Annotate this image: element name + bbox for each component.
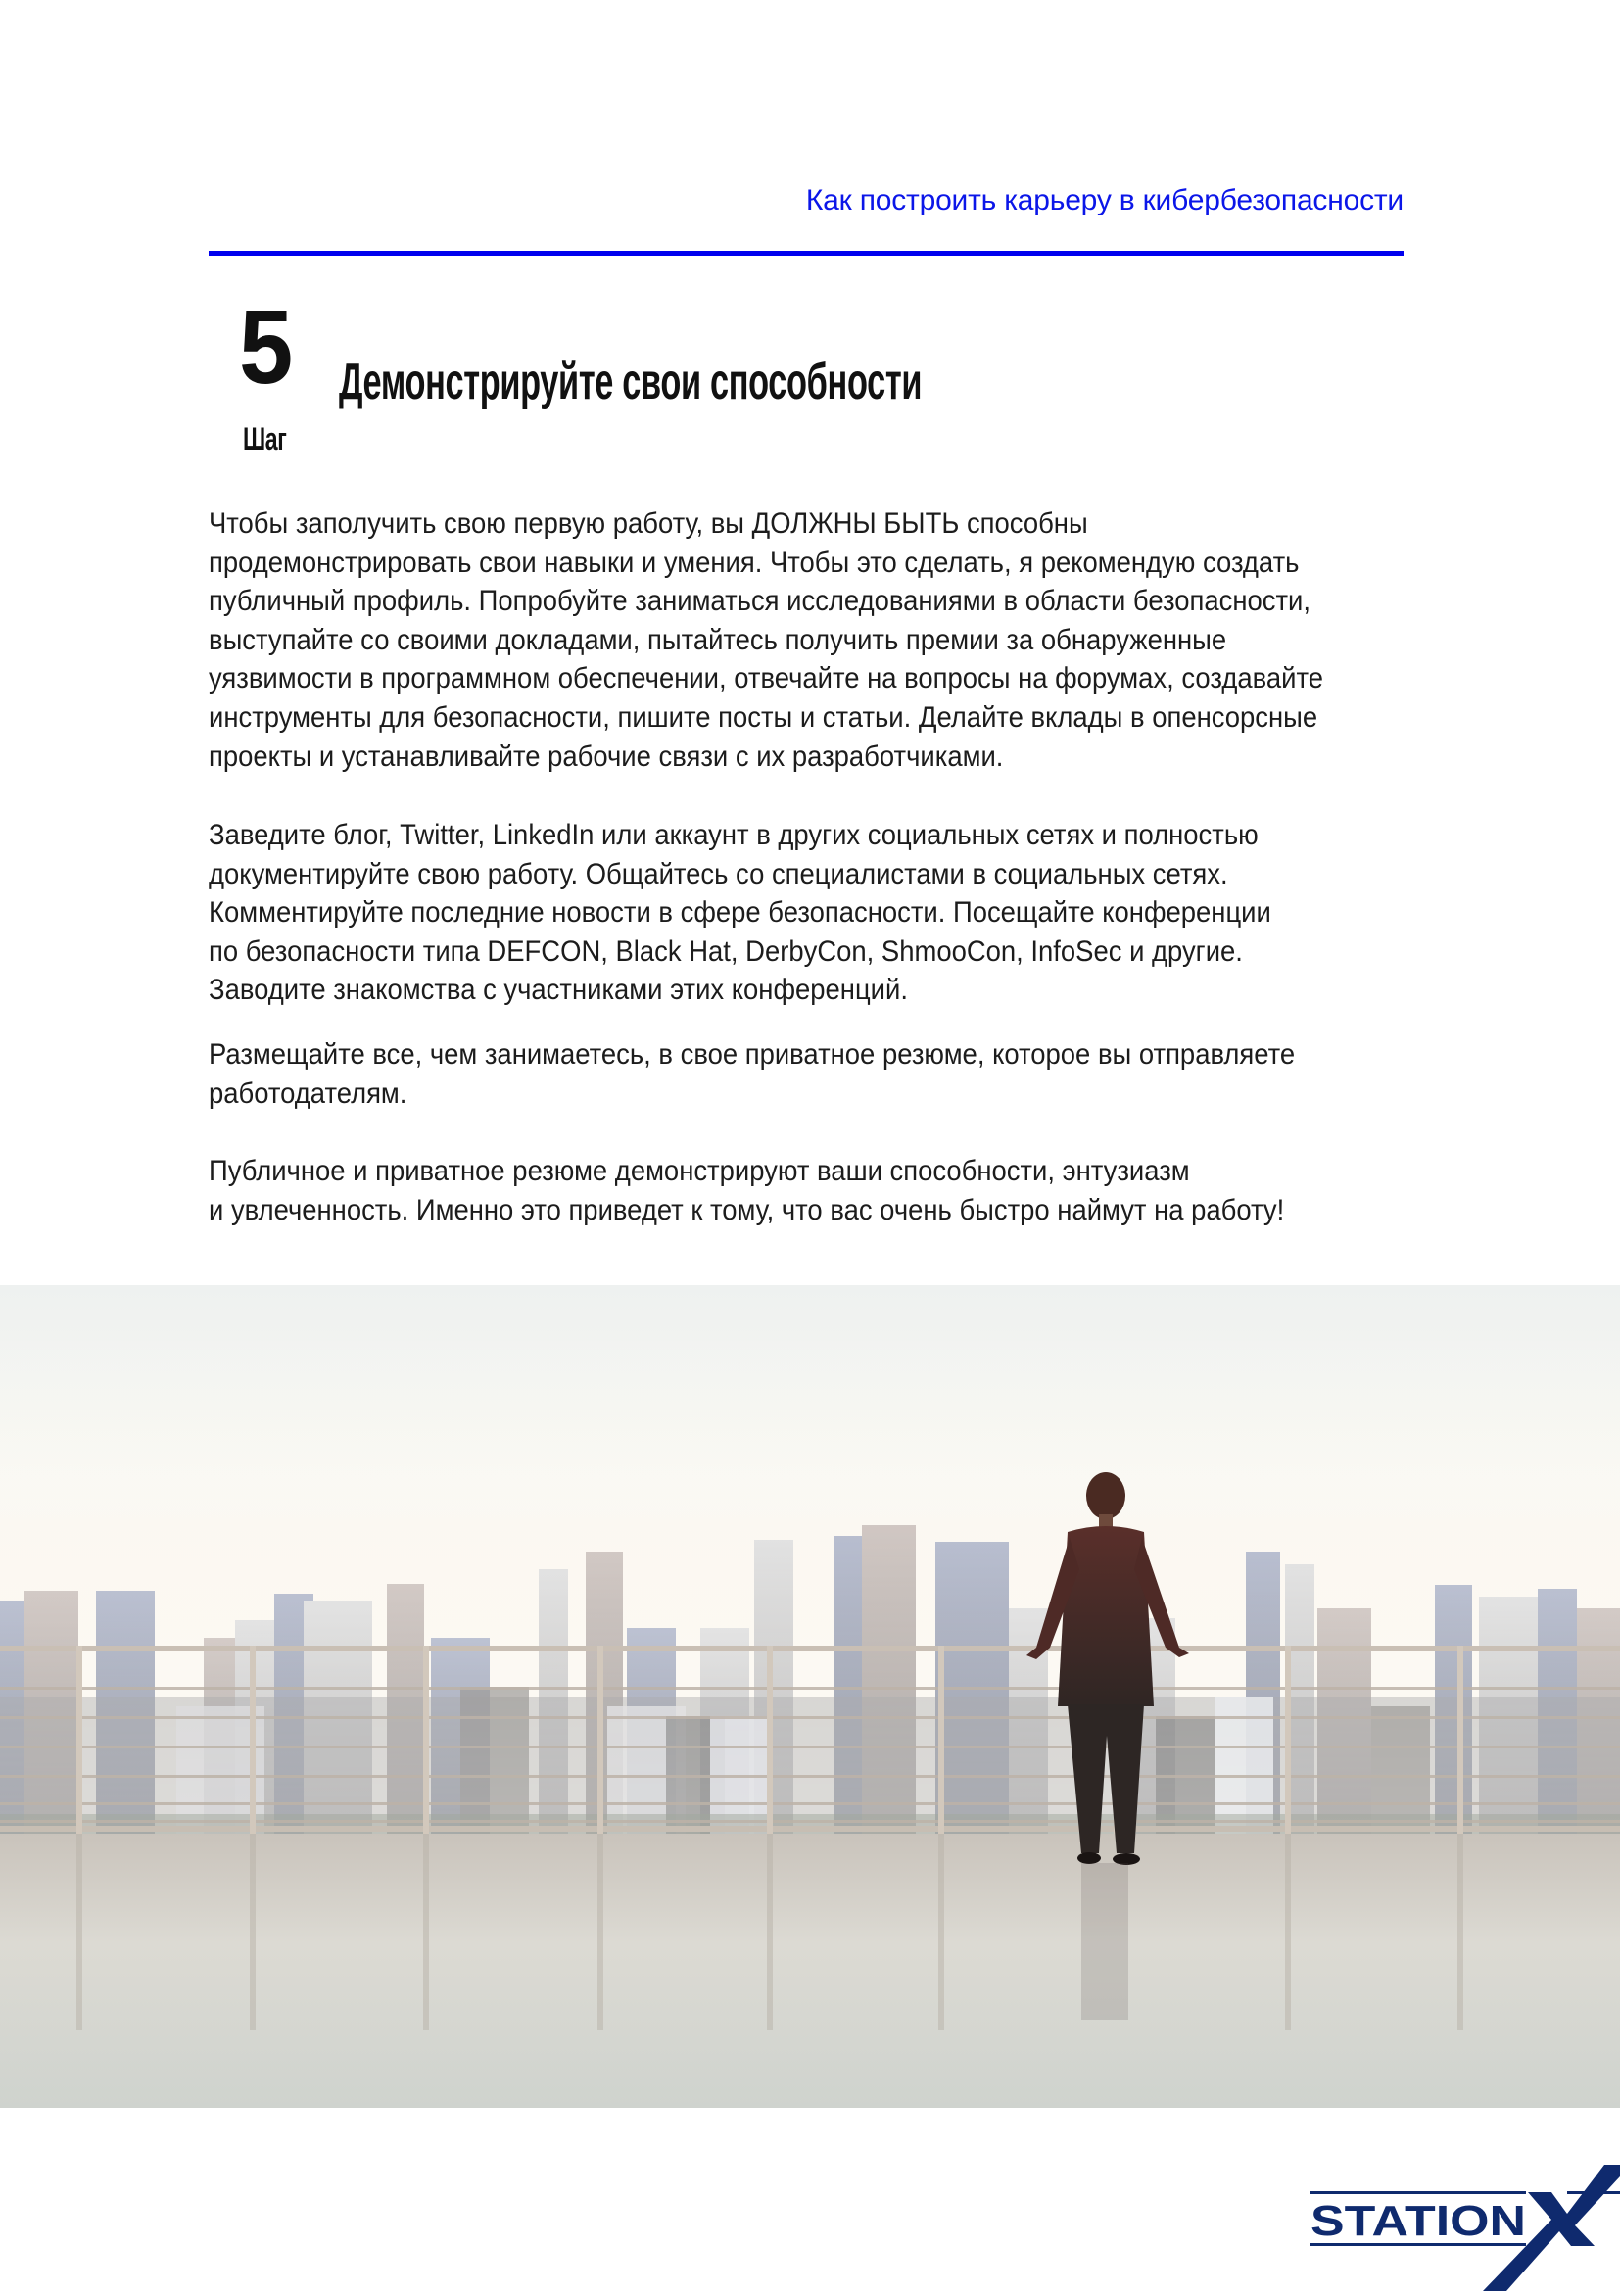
step-number: 5 [239,287,294,406]
paragraph-4 [209,1152,1580,1229]
text-line: Размещайте все, чем занимаетесь, в свое приватное резюме, которое вы отправляете [209,1038,1296,1071]
paragraph-1 [209,504,1580,776]
text-line: по безопасности типа DEFCON, Black Hat, DerbyCon, ShmooCon, InfoSec и другие. [209,934,1243,968]
paragraph-3 [209,1035,1580,1113]
text-line: Чтобы заполучить свою первую работу, вы ДОЛЖНЫ БЫТЬ способны [209,507,1088,540]
text-line: продемонстрировать свои навыки и умения. Чтобы это сделать, я рекомендую создать [209,546,1300,579]
logo-wordmark: STATION [1310,2197,1526,2245]
text-line: уязвимости в программном обеспечении, отвечайте на вопросы на форумах, создавайте [209,662,1323,695]
text-line: Заводите знакомства с участниками этих конференций. [209,974,908,1007]
running-header-title: Как построить карьеру в кибербезопасности [805,184,1404,216]
header-rule [209,251,1404,256]
paragraph-2 [209,816,1580,1010]
section-title: Демонстрируйте свои способности [339,354,923,410]
text-line: работодателям. [209,1076,407,1110]
text-line: документируйте свою работу. Общайтесь со специалистами в социальных сетях. [209,857,1228,890]
text-line: и увлеченность. Именно это приведет к тому, что вас очень быстро наймут на работу! [209,1193,1285,1226]
step-label: Шаг [243,421,287,456]
stationx-logo [1310,2165,1620,2291]
text-line: выступайте со своими докладами, пытайтесь получить премии за обнаруженные [209,623,1227,656]
city-skyline-photo [0,1285,1620,2108]
text-line: проекты и устанавливайте рабочие связи с их разработчиками. [209,740,1004,773]
text-line: Публичное и приватное резюме демонстрируют ваши способности, энтузиазм [209,1155,1190,1187]
text-line: инструменты для безопасности, пишите посты и статьи. Делайте вклады в опенсорсные [209,700,1318,734]
text-line: публичный профиль. Попробуйте заниматься исследованиями в области безопасности, [209,585,1311,618]
text-line: Заведите блог, Twitter, LinkedIn или аккаунт в других социальных сетях и полностью [209,819,1259,851]
text-line: Комментируйте последние новости в сфере безопасности. Посещайте конференции [209,896,1271,930]
